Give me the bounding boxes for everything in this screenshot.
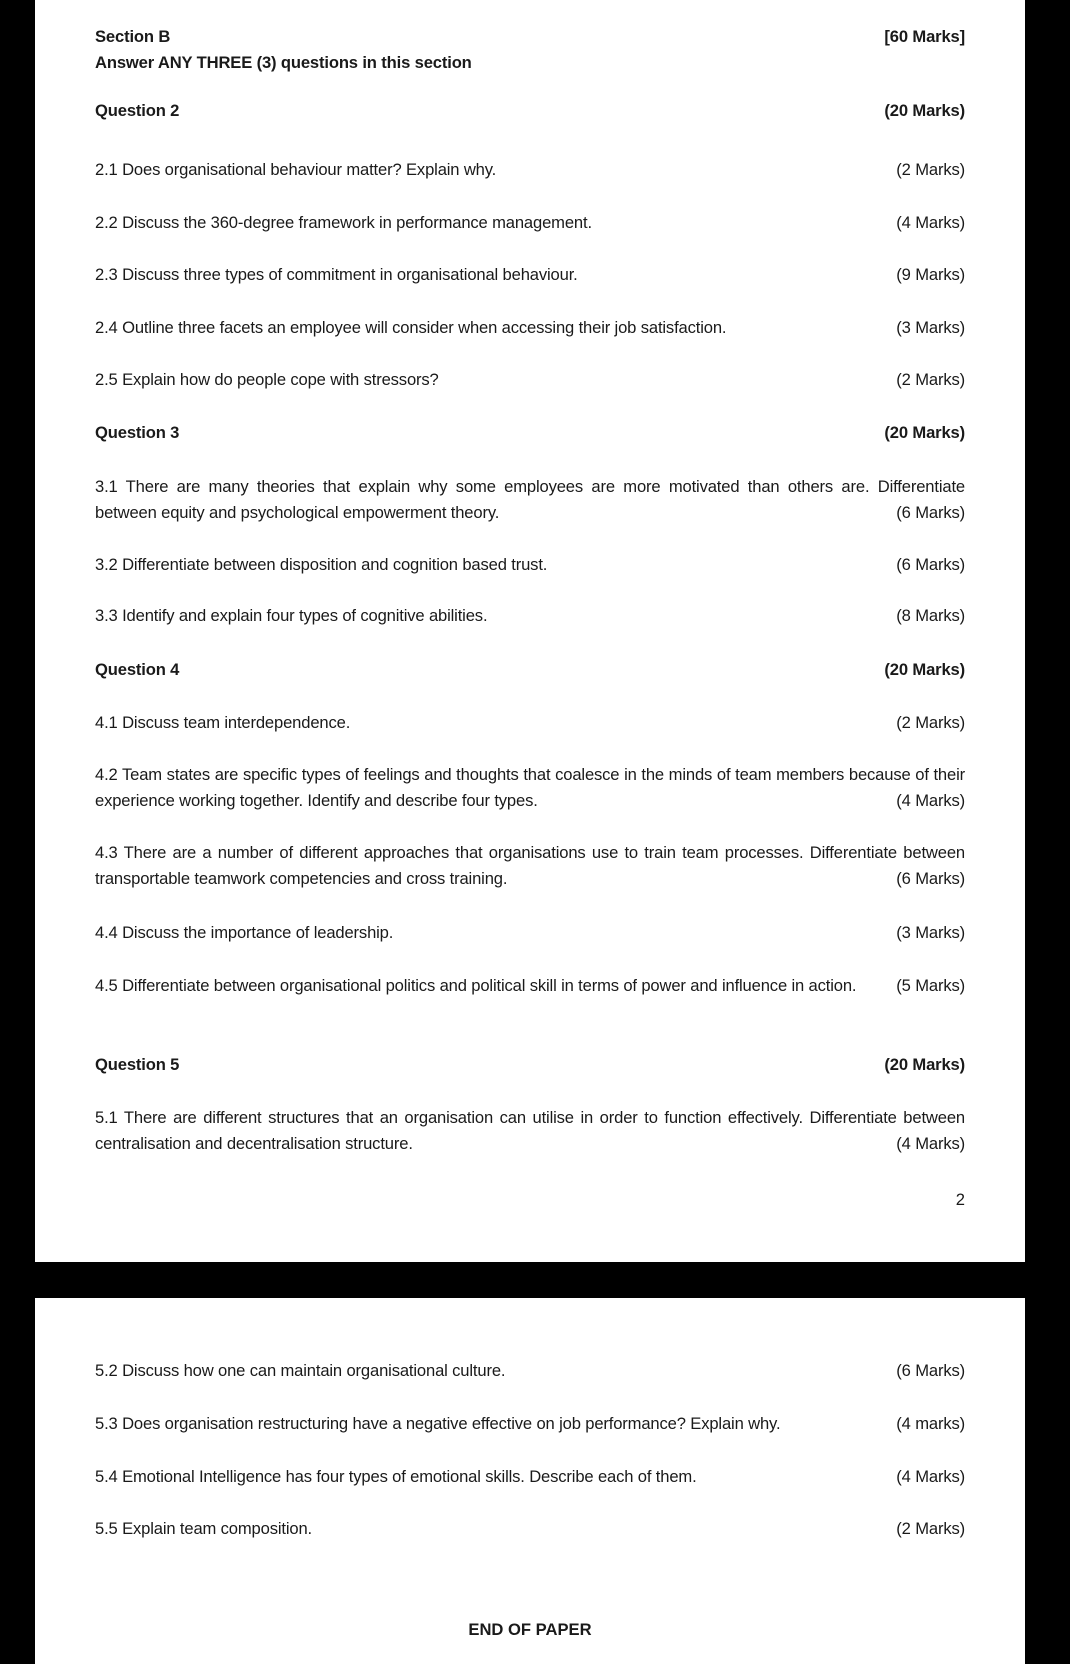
question-item bbox=[95, 210, 965, 236]
question-text: 5.2 Discuss how one can maintain organisational culture. bbox=[95, 1361, 506, 1380]
exam-page-1 bbox=[35, 0, 1025, 1262]
question-title: Question 5 bbox=[95, 1055, 180, 1074]
question-marks: (20 Marks) bbox=[884, 660, 965, 679]
question-marks: (6 Marks) bbox=[896, 503, 965, 522]
question-item bbox=[95, 262, 965, 288]
question-marks: (4 Marks) bbox=[896, 791, 965, 810]
question-item bbox=[95, 1464, 965, 1490]
question-title: Question 4 bbox=[95, 660, 180, 679]
question-item bbox=[95, 1358, 965, 1384]
question-text: 2.4 Outline three facets an employee will consider when accessing their job satisfaction. bbox=[95, 318, 727, 337]
question-4-heading bbox=[95, 657, 965, 683]
question-marks: (4 Marks) bbox=[896, 1467, 965, 1486]
question-item bbox=[95, 1105, 965, 1157]
question-marks: (2 Marks) bbox=[896, 160, 965, 179]
question-item bbox=[95, 603, 965, 629]
question-item bbox=[95, 840, 965, 892]
section-instruction: Answer ANY THREE (3) questions in this section bbox=[95, 53, 472, 72]
question-marks: (6 Marks) bbox=[896, 1361, 965, 1380]
question-text: 4.1 Discuss team interdependence. bbox=[95, 713, 351, 732]
question-2-heading bbox=[95, 98, 965, 124]
question-text: 5.5 Explain team composition. bbox=[95, 1519, 313, 1538]
question-marks: (4 Marks) bbox=[896, 213, 965, 232]
question-text: 5.4 Emotional Intelligence has four types of emotional skills. Describe each of them. bbox=[95, 1467, 697, 1486]
question-marks: (6 Marks) bbox=[896, 555, 965, 574]
question-marks: (2 Marks) bbox=[896, 713, 965, 732]
question-text: 2.2 Discuss the 360-degree framework in performance management. bbox=[95, 213, 592, 232]
question-marks: (9 Marks) bbox=[896, 265, 965, 284]
question-text: 2.3 Discuss three types of commitment in organisational behaviour. bbox=[95, 265, 578, 284]
question-3-heading bbox=[95, 420, 965, 446]
question-item bbox=[95, 474, 965, 526]
question-item bbox=[95, 710, 965, 736]
question-text: 5.3 Does organisation restructuring have a negative effective on job performance? Explain why. bbox=[95, 1414, 781, 1433]
question-item bbox=[95, 1516, 965, 1542]
question-title: Question 3 bbox=[95, 423, 180, 442]
question-item bbox=[95, 552, 965, 578]
question-marks: (4 marks) bbox=[896, 1414, 965, 1433]
question-marks: (20 Marks) bbox=[884, 101, 965, 120]
question-text: 4.3 There are a number of different approaches that organisations use to train team processes. Differentiate between transportable teamwork competencies and cross training. bbox=[95, 843, 965, 888]
question-marks: (8 Marks) bbox=[896, 606, 965, 625]
exam-page-2 bbox=[35, 1298, 1025, 1664]
question-text: 3.2 Differentiate between disposition and cognition based trust. bbox=[95, 555, 548, 574]
question-text: 4.2 Team states are specific types of feelings and thoughts that coalesce in the minds of team members because of their experience working together. Identify and describe four types. bbox=[95, 765, 965, 810]
question-text: 3.3 Identify and explain four types of cognitive abilities. bbox=[95, 606, 488, 625]
section-marks: [60 Marks] bbox=[884, 27, 965, 46]
question-item bbox=[95, 157, 965, 183]
question-text: 3.1 There are many theories that explain why some employees are more motivated than others are. Differentiate between equity and psychological empowerment theory. bbox=[95, 477, 965, 522]
question-text: 4.5 Differentiate between organisational politics and political skill in terms of power and influence in action. bbox=[95, 976, 857, 995]
question-marks: (6 Marks) bbox=[896, 869, 965, 888]
question-marks: (3 Marks) bbox=[896, 923, 965, 942]
page-number: 2 bbox=[955, 1190, 965, 1209]
question-marks: (2 Marks) bbox=[896, 370, 965, 389]
question-item bbox=[95, 1411, 965, 1437]
question-marks: (5 Marks) bbox=[896, 976, 965, 995]
question-title: Question 2 bbox=[95, 101, 180, 120]
question-marks: (4 Marks) bbox=[896, 1134, 965, 1153]
question-text: 4.4 Discuss the importance of leadership. bbox=[95, 923, 394, 942]
question-item bbox=[95, 762, 965, 814]
question-marks: (2 Marks) bbox=[896, 1519, 965, 1538]
question-item bbox=[95, 973, 965, 999]
question-text: 2.5 Explain how do people cope with stressors? bbox=[95, 370, 439, 389]
section-title: Section B bbox=[95, 27, 171, 46]
question-item bbox=[95, 920, 965, 946]
question-marks: (20 Marks) bbox=[884, 1055, 965, 1074]
section-instruction-row bbox=[95, 50, 965, 76]
question-text: 5.1 There are different structures that an organisation can utilise in order to function effectively. Differentiate between centralisation and decentralisation structure. bbox=[95, 1108, 965, 1153]
question-5-heading bbox=[95, 1052, 965, 1078]
question-text: 2.1 Does organisational behaviour matter? Explain why. bbox=[95, 160, 497, 179]
question-marks: (20 Marks) bbox=[884, 423, 965, 442]
end-of-paper: END OF PAPER bbox=[468, 1620, 592, 1639]
section-heading bbox=[95, 24, 965, 50]
question-marks: (3 Marks) bbox=[896, 318, 965, 337]
question-item bbox=[95, 367, 965, 393]
question-item bbox=[95, 315, 965, 341]
